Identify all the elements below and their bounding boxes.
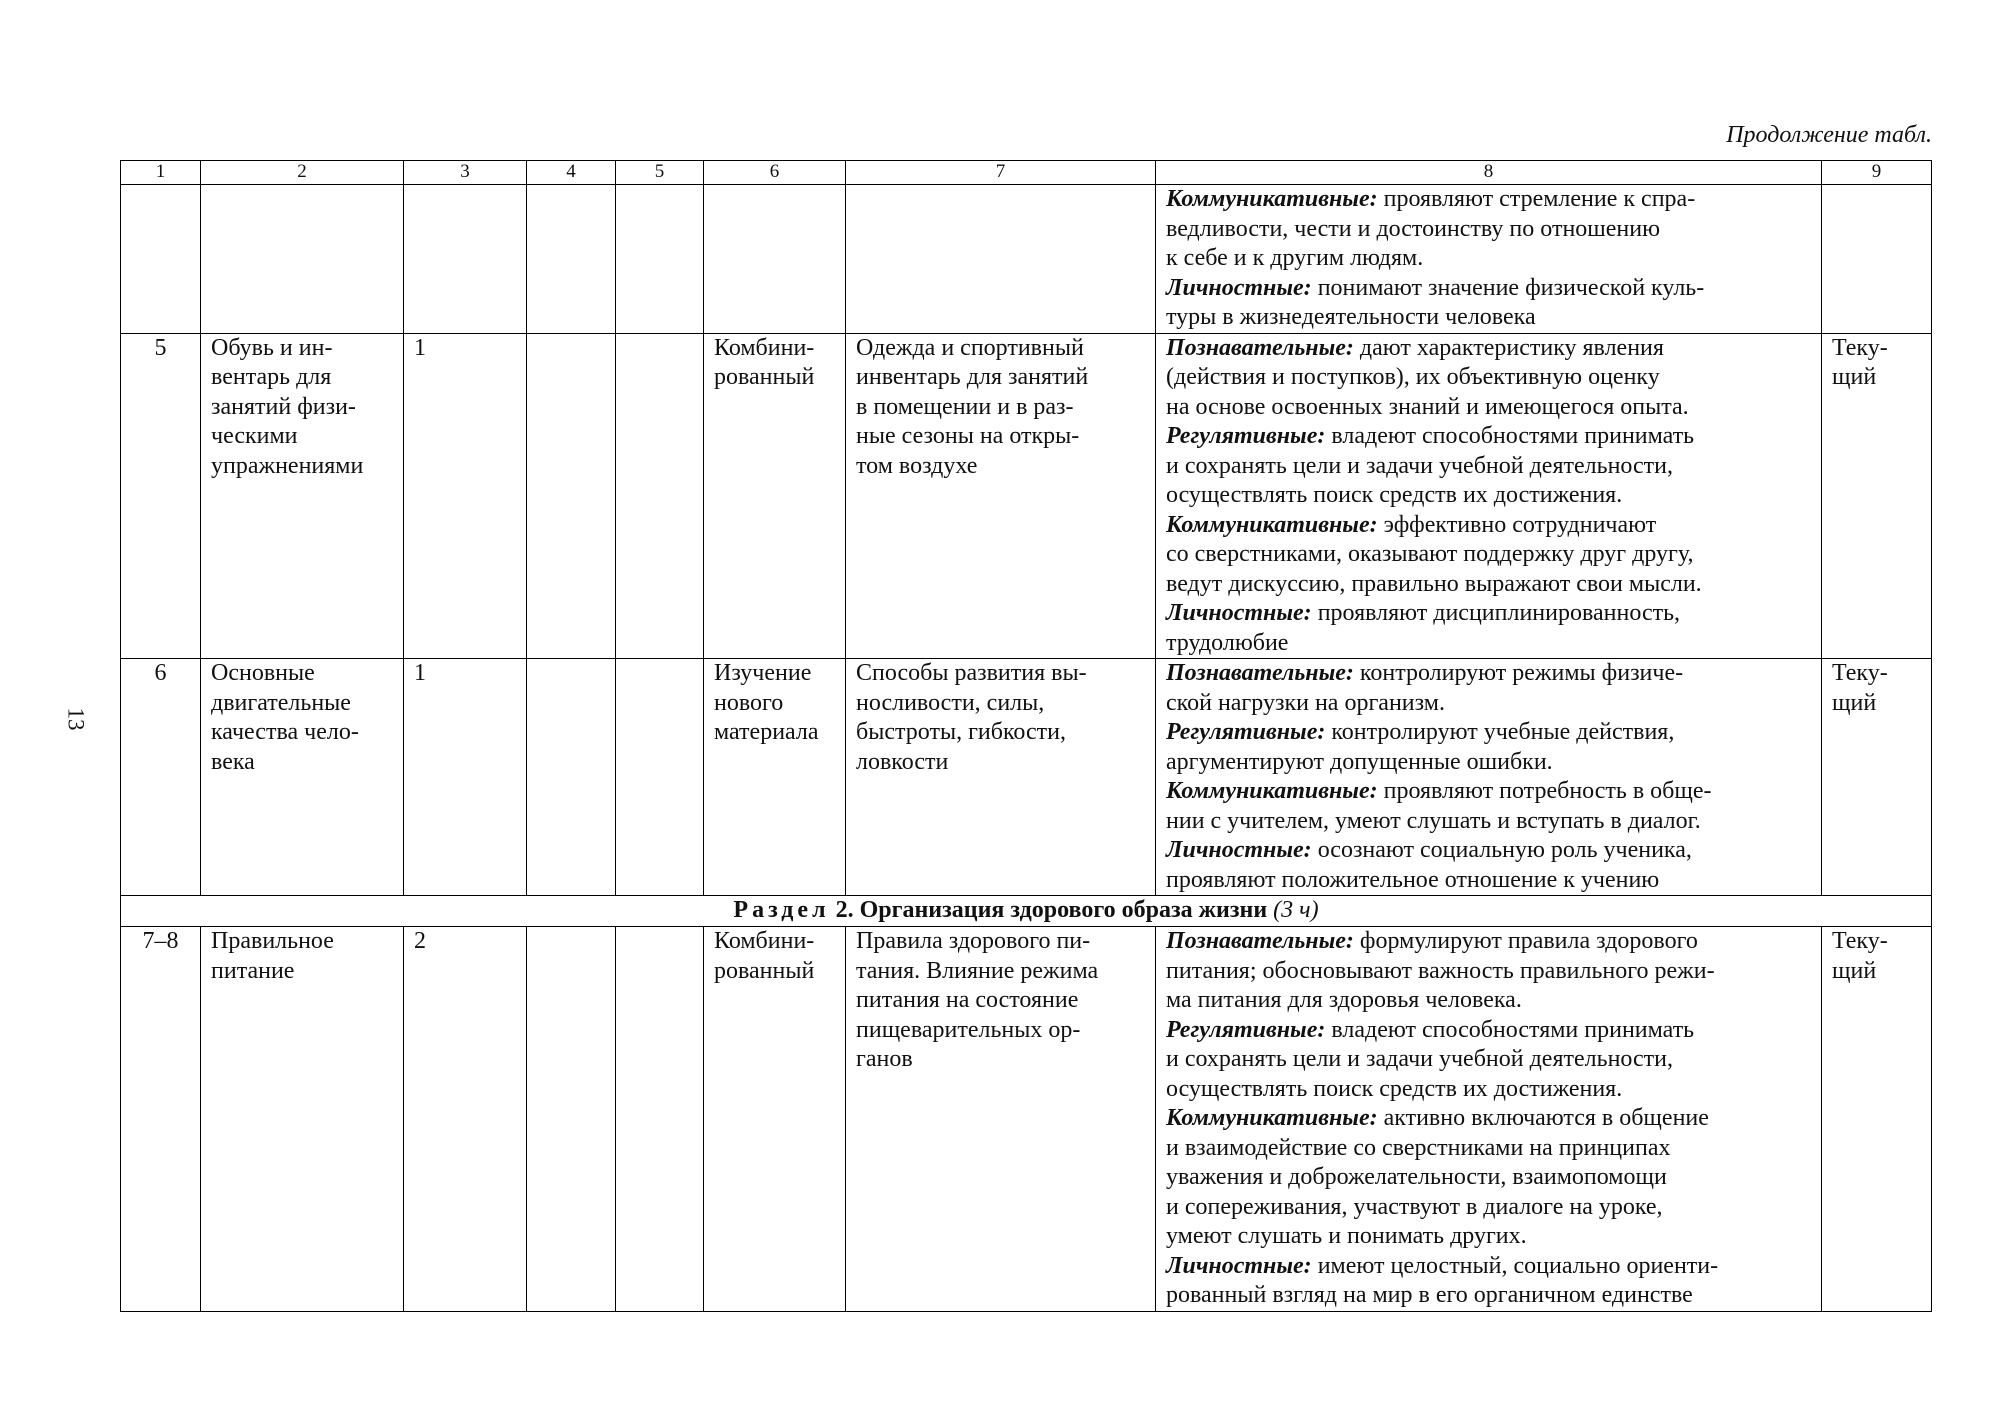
- result-line: к себе и к другим людям.: [1166, 245, 1424, 271]
- column-number-row: [121, 161, 1932, 185]
- topic-cell: [201, 185, 404, 334]
- result-text: осознают социальную роль ученика,: [1317, 837, 1692, 863]
- learning-results-cell: [1156, 659, 1822, 896]
- empty-cell: [527, 927, 616, 1312]
- page-number: 13: [63, 707, 89, 731]
- learning-results-cell: [1156, 927, 1822, 1312]
- result-line: [1166, 1016, 1811, 1046]
- result-text: владеют способностями принимать: [1331, 1016, 1695, 1043]
- result-line: ма питания для здоровья человека.: [1166, 987, 1522, 1013]
- result-category-label: Познавательные:: [1166, 928, 1354, 954]
- result-line: на основе освоенных знаний и имеющегося опыта.: [1166, 393, 1689, 420]
- empty-cell: [527, 185, 616, 334]
- result-line: проявляют положительное отношение к учению: [1166, 866, 1660, 893]
- result-line: [1166, 334, 1811, 364]
- result-line: ской нагрузки на организм.: [1166, 689, 1445, 716]
- column-number: 8: [1156, 161, 1822, 185]
- table-row: [121, 333, 1932, 659]
- section-header: [121, 896, 1932, 927]
- result-text: эффективно сотрудничают: [1383, 511, 1657, 538]
- result-line: [1166, 659, 1811, 689]
- column-number: 4: [527, 161, 616, 185]
- result-category-label: Познавательные:: [1166, 660, 1354, 686]
- content-cell: Способы развития вы- носливости, силы, быстроты, гибкости, ловкости: [846, 659, 1156, 896]
- section-header-row: [121, 896, 1932, 927]
- content-cell: Одежда и спортивный инвентарь для занятий в помещении и в раз- ные сезоны на откры- том воздухе: [846, 333, 1156, 659]
- table-continuation-label: Продолжение табл.: [1726, 122, 1932, 148]
- column-number: 1: [121, 161, 201, 185]
- lesson-number-cell: 6: [121, 659, 201, 896]
- column-number: 6: [704, 161, 846, 185]
- lesson-type-cell: Комбини- рованный: [704, 333, 846, 659]
- result-line: рованный взгляд на мир в его органичном единстве: [1166, 1282, 1693, 1308]
- empty-cell: [616, 659, 704, 896]
- lesson-plan-table: [120, 160, 1932, 1312]
- result-text: проявляют дисциплинированность,: [1317, 600, 1681, 626]
- column-number: 3: [404, 161, 527, 185]
- section-title: 2. Организация здорового образа жизни: [835, 897, 1268, 923]
- result-text: активно включаются в общение: [1383, 1105, 1709, 1131]
- result-line: [1166, 274, 1811, 304]
- result-category-label: Регулятивные:: [1166, 719, 1326, 745]
- result-text: контролируют учебные действия,: [1331, 719, 1675, 745]
- result-line: [1166, 927, 1811, 957]
- result-line: со сверстниками, оказывают поддержку друг другу,: [1166, 541, 1694, 567]
- section-hours: (3 ч): [1273, 897, 1319, 923]
- result-text: проявляют потребность в обще-: [1383, 778, 1712, 804]
- result-line: и сопереживания, участвуют в диалоге на уроке,: [1166, 1193, 1663, 1220]
- result-line: нии с учителем, умеют слушать и вступать в диалог.: [1166, 807, 1701, 834]
- result-line: [1166, 836, 1811, 866]
- result-category-label: Коммуникативные:: [1166, 511, 1378, 538]
- result-line: (действия и поступков), их объективную оценку: [1166, 364, 1660, 390]
- result-category-label: Регулятивные:: [1166, 1016, 1326, 1043]
- control-type-cell: Теку- щий: [1822, 333, 1932, 659]
- table-row: [121, 659, 1932, 896]
- result-line: ведливости, чести и достоинству по отношению: [1166, 215, 1661, 242]
- empty-cell: [616, 927, 704, 1312]
- lesson-number-cell: 7–8: [121, 927, 201, 1312]
- lesson-number-cell: [121, 185, 201, 334]
- result-text: имеют целостный, социально ориенти-: [1317, 1252, 1719, 1279]
- result-category-label: Личностные:: [1166, 274, 1312, 301]
- topic-cell: Правильное питание: [201, 927, 404, 1312]
- result-category-label: Коммуникативные:: [1166, 1105, 1378, 1131]
- result-line: питания; обосновывают важность правильного режи-: [1166, 957, 1715, 984]
- empty-cell: [527, 659, 616, 896]
- result-line: аргументируют допущенные ошибки.: [1166, 748, 1553, 775]
- column-number: 2: [201, 161, 404, 185]
- result-text: дают характеристику явления: [1359, 334, 1664, 361]
- hours-cell: 1: [404, 333, 527, 659]
- result-line: ведут дискуссию, правильно выражают свои мысли.: [1166, 570, 1702, 597]
- result-category-label: Коммуникативные:: [1166, 186, 1378, 212]
- result-line: [1166, 511, 1811, 541]
- result-text: проявляют стремление к спра-: [1383, 186, 1696, 212]
- hours-cell: 1: [404, 659, 527, 896]
- table-row: [121, 185, 1932, 334]
- result-line: [1166, 422, 1811, 452]
- table-row: [121, 927, 1932, 1312]
- result-text: владеют способностями принимать: [1331, 423, 1695, 449]
- column-number: 5: [616, 161, 704, 185]
- result-line: [1166, 1104, 1811, 1134]
- topic-text: Обувь и ин- вентарь для занятий физи- ческими упражнениями: [211, 334, 364, 479]
- result-category-label: Коммуникативные:: [1166, 778, 1378, 804]
- empty-cell: [616, 185, 704, 334]
- content-cell: [846, 185, 1156, 334]
- control-type-cell: [1822, 185, 1932, 334]
- hours-cell: 2: [404, 927, 527, 1312]
- result-category-label: Личностные:: [1166, 837, 1312, 863]
- topic-cell: [201, 333, 404, 659]
- control-type-cell: Теку- щий: [1822, 927, 1932, 1312]
- lesson-type-cell: [704, 185, 846, 334]
- learning-results-cell: [1156, 185, 1822, 334]
- result-category-label: Личностные:: [1166, 600, 1312, 626]
- result-line: умеют слушать и понимать других.: [1166, 1223, 1527, 1249]
- empty-cell: [527, 333, 616, 659]
- result-category-label: Познавательные:: [1166, 334, 1354, 361]
- result-line: [1166, 1252, 1811, 1282]
- lesson-type-cell: Изучение нового материала: [704, 659, 846, 896]
- result-line: [1166, 718, 1811, 748]
- result-text: понимают значение физической куль-: [1317, 274, 1705, 301]
- result-line: и взаимодействие со сверстниками на принципах: [1166, 1134, 1671, 1161]
- result-line: уважения и доброжелательности, взаимопомощи: [1166, 1164, 1667, 1190]
- result-line: осуществлять поиск средств их достижения.: [1166, 482, 1623, 508]
- empty-cell: [616, 333, 704, 659]
- control-type-cell: Теку- щий: [1822, 659, 1932, 896]
- result-line: [1166, 599, 1811, 629]
- hours-cell: [404, 185, 527, 334]
- result-category-label: Личностные:: [1166, 1252, 1312, 1279]
- result-text: контролируют режимы физиче-: [1359, 660, 1684, 686]
- result-category-label: Регулятивные:: [1166, 423, 1326, 449]
- result-line: [1166, 777, 1811, 807]
- section-prefix: Раздел: [733, 897, 830, 923]
- topic-cell: Основные двигательные качества чело- века: [201, 659, 404, 896]
- column-number: 9: [1822, 161, 1932, 185]
- result-line: [1166, 185, 1811, 215]
- content-cell: Правила здорового пи- тания. Влияние режима питания на состояние пищеварительных ор- ганов: [846, 927, 1156, 1312]
- result-line: трудолюбие: [1166, 629, 1289, 656]
- result-line: и сохранять цели и задачи учебной деятельности,: [1166, 1046, 1673, 1072]
- result-text: формулируют правила здорового: [1359, 928, 1698, 954]
- lesson-number-cell: 5: [121, 333, 201, 659]
- result-line: и сохранять цели и задачи учебной деятельности,: [1166, 452, 1673, 479]
- result-line: осуществлять поиск средств их достижения.: [1166, 1075, 1623, 1102]
- lesson-type-cell: Комбини- рованный: [704, 927, 846, 1312]
- result-line: туры в жизнедеятельности человека: [1166, 304, 1536, 330]
- learning-results-cell: [1156, 333, 1822, 659]
- column-number: 7: [846, 161, 1156, 185]
